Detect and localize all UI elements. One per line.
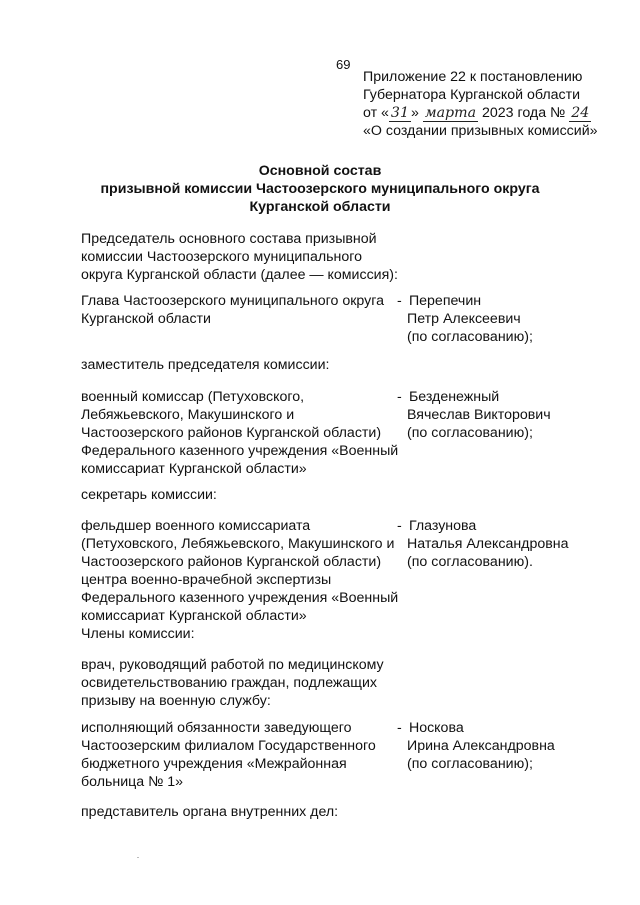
doctor-label-line: освидетельствованию граждан, подлежащих [81,675,377,691]
dash-mark: - [397,389,402,405]
position-line: Лебяжьевского, Макушинского и [81,407,295,423]
position-line: (Петуховского, Лебяжьевского, Макушинского и [81,536,395,552]
entry-1-person [397,292,617,346]
entry-3-position [81,517,401,625]
dash-mark: - [397,293,402,309]
position-line: больница № 1» [81,774,184,790]
police-label: представитель органа внутренних дел: [81,804,339,820]
heading-line-2: призывной комиссии Частоозерского муниципального округа [100,181,540,197]
position-line: Федерального казенного учреждения «Военный [81,590,399,606]
person-name: Петр Алексеевич [407,311,521,327]
dash-mark: - [397,518,402,534]
chairman-intro-line: комиссии Частоозерского муниципального [81,249,363,265]
appendix-line-3 [363,104,598,122]
position-line: Федерального казенного учреждения «Военный [81,443,399,459]
members-label: Члены комиссии: [81,626,195,642]
chairman-intro [81,230,401,284]
position-line: центра военно-врачебной экспертизы [81,572,332,588]
chairman-intro-line: округа Курганской области (далее — комиссия): [81,267,398,283]
position-line: фельдшер военного комиссариата [81,518,311,534]
person-name: Ирина Александровна [407,738,555,754]
handwritten-month: марта [424,105,477,121]
entry-2-position [81,388,401,478]
doctor-label-line: призыву на военную службу: [81,693,271,709]
person-note: (по согласованию). [407,554,533,570]
entry-4-person [397,719,617,773]
person-name: Наталья Александровна [407,536,569,552]
heading-line-1: Основной состав [258,163,382,179]
handwritten-day: 31 [390,105,409,121]
entry-1-position [81,292,401,328]
person-surname: Безденежный [408,389,500,405]
entry-2-person [397,388,617,442]
appendix-header [363,68,598,140]
heading-line-3: Курганской области [249,199,391,215]
person-surname: Носкова [408,720,464,736]
position-line: комиссариат Курганской области» [81,608,307,624]
person-note: (по согласованию); [407,425,533,441]
position-line: бюджетного учреждения «Межрайонная [81,756,347,772]
doctor-label [81,656,401,710]
document-heading [0,162,640,216]
entry-3-person [397,517,617,571]
appendix-line-2: Губернатора Курганской области [363,87,581,103]
date-prefix: от « [363,105,389,121]
date-year: 2023 года № [478,105,570,121]
secretary-label: секретарь комиссии: [81,487,217,503]
person-note: (по согласованию); [407,329,533,345]
position-line: военный комиссар (Петуховского, [81,389,305,405]
person-note: (по согласованию); [407,756,533,772]
position-line: Частоозерского районов Курганской области) [81,425,382,441]
position-line: Глава Частоозерского муниципального округа [81,293,384,309]
doctor-label-line: врач, руководящий работой по медицинскому [81,657,384,673]
appendix-line-4: «О создании призывных комиссий» [363,123,598,139]
date-mid: » [410,105,423,121]
person-name: Вячеслав Викторович [407,407,551,423]
person-surname: Перепечин [408,293,482,309]
position-line: комиссариат Курганской области» [81,461,307,477]
position-line: исполняющий обязанности заведующего [81,720,352,736]
dash-mark: - [397,720,402,736]
page-number: 69 [336,57,351,72]
entry-4-position [81,719,401,791]
handwritten-number: 24 [571,105,590,121]
deputy-label: заместитель председателя комиссии: [81,357,330,373]
person-surname: Глазунова [408,518,477,534]
appendix-line-1: Приложение 22 к постановлению [363,69,583,85]
position-line: Курганской области [81,311,211,327]
position-line: Частоозерского районов Курганской области) [81,554,382,570]
scan-speck [137,857,139,858]
chairman-intro-line: Председатель основного состава призывной [81,231,377,247]
position-line: Частоозерским филиалом Государственного [81,738,376,754]
